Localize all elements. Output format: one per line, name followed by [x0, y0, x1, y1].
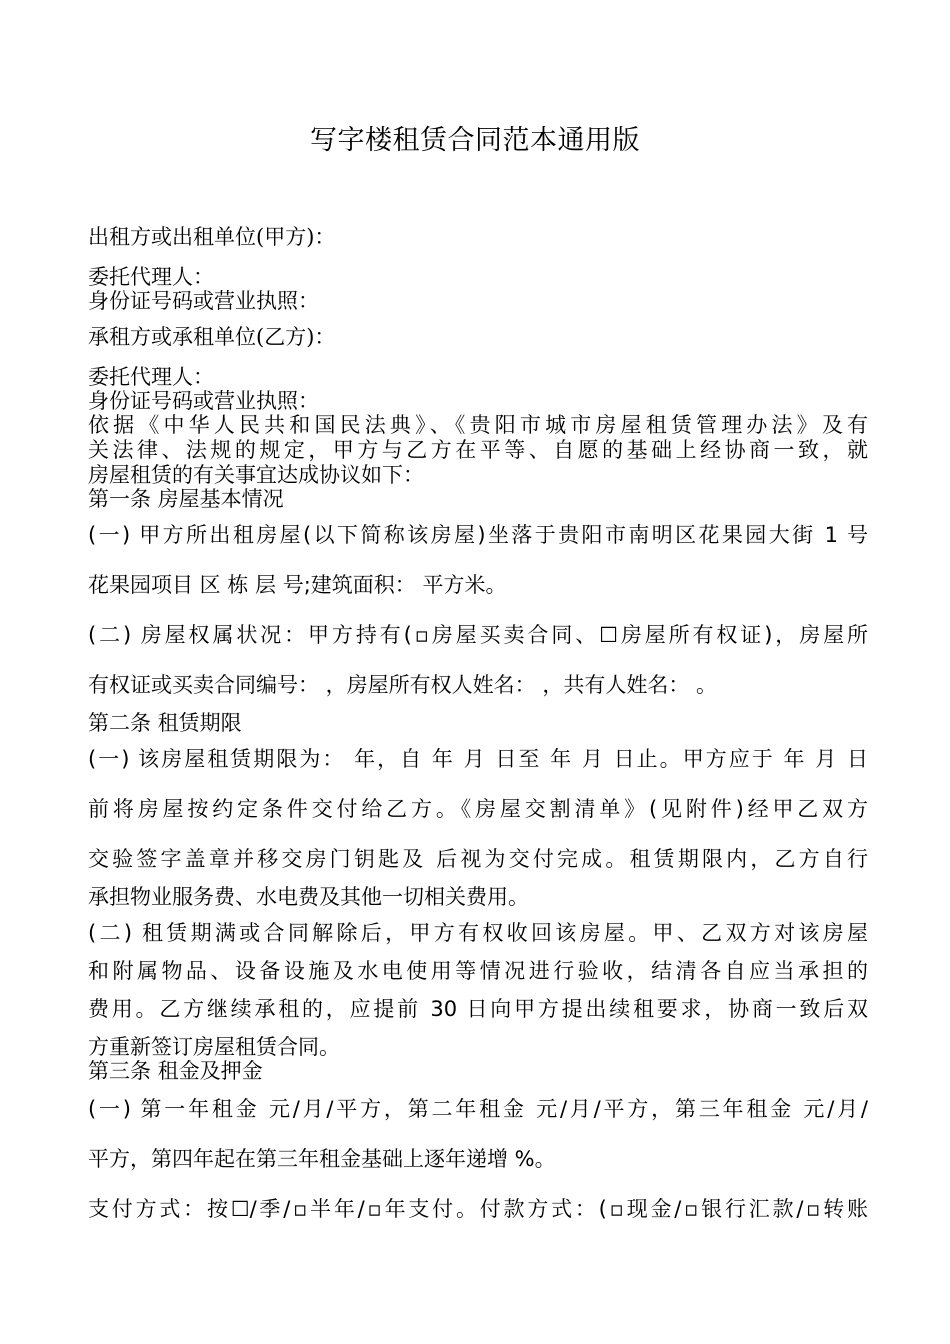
article-2-heading: 第二条 租赁期限 [88, 711, 242, 735]
body-line: (二) 房屋权属状况：甲方持有(▫房屋买卖合同、☐房屋所有权证)，房屋所 [88, 623, 868, 647]
lessor-agent-line: 委托代理人： [88, 265, 214, 289]
body-line: 支付方式：按☐/季/▫半年/▫年支付。付款方式：(▫现金/▫银行汇款/▫转账 [88, 1197, 868, 1221]
body-line: (二) 租赁期满或合同解除后，甲方有权收回该房屋。甲、乙双方对该房屋 [88, 921, 868, 945]
article-1-heading: 第一条 房屋基本情况 [88, 487, 284, 511]
body-line: (一) 甲方所出租房屋(以下简称该房屋)坐落于贵阳市南明区花果园大街 1 号 [88, 523, 868, 547]
preamble-line: 关法律、法规的规定，甲方与乙方在平等、自愿的基础上经协商一致，就 [88, 438, 868, 462]
body-line: 花果园项目 区 栋 层 号;建筑面积： 平方米。 [88, 573, 507, 597]
lessee-agent-line: 委托代理人： [88, 365, 214, 389]
preamble-line: 房屋租赁的有关事宜达成协议如下： [88, 463, 424, 487]
body-line: 前将房屋按约定条件交付给乙方。《房屋交割清单》(见附件)经甲乙双方 [88, 797, 868, 821]
lessee-line: 承租方或承租单位(乙方)： [88, 325, 336, 349]
page-title: 写字楼租赁合同范本通用版 [310, 125, 640, 156]
body-line: 承担物业服务费、水电费及其他一切相关费用。 [88, 885, 529, 909]
body-line: 费用。乙方继续承租的，应提前 30 日向甲方提出续租要求，协商一致后双 [88, 997, 868, 1021]
lessor-id-line: 身份证号码或营业执照： [88, 289, 319, 313]
body-line: 方重新签订房屋租赁合同。 [88, 1035, 340, 1059]
body-line: 平方，第四年起在第三年租金基础上逐年递增 %。 [88, 1147, 556, 1171]
lessee-id-line: 身份证号码或营业执照： [88, 389, 319, 413]
body-line: (一) 第一年租金 元/月/平方，第二年租金 元/月/平方，第三年租金 元/月/ [88, 1097, 868, 1121]
body-line: 和附属物品、设备设施及水电使用等情况进行验收，结清各自应当承担的 [88, 959, 868, 983]
body-line: (一) 该房屋租赁期限为： 年，自 年 月 日至 年 月 日止。甲方应于 年 月 日 [88, 747, 868, 771]
body-line: 有权证或买卖合同编号： ，房屋所有权人姓名： ，共有人姓名： 。 [88, 673, 718, 697]
article-3-heading: 第三条 租金及押金 [88, 1059, 263, 1083]
body-line: 交验签字盖章并移交房门钥匙及 后视为交付完成。租赁期限内，乙方自行 [88, 847, 868, 871]
lessor-line: 出租方或出租单位(甲方)： [88, 225, 336, 249]
preamble-line: 依据《中华人民共和国民法典》、《贵阳市城市房屋租赁管理办法》及有 [88, 413, 868, 437]
